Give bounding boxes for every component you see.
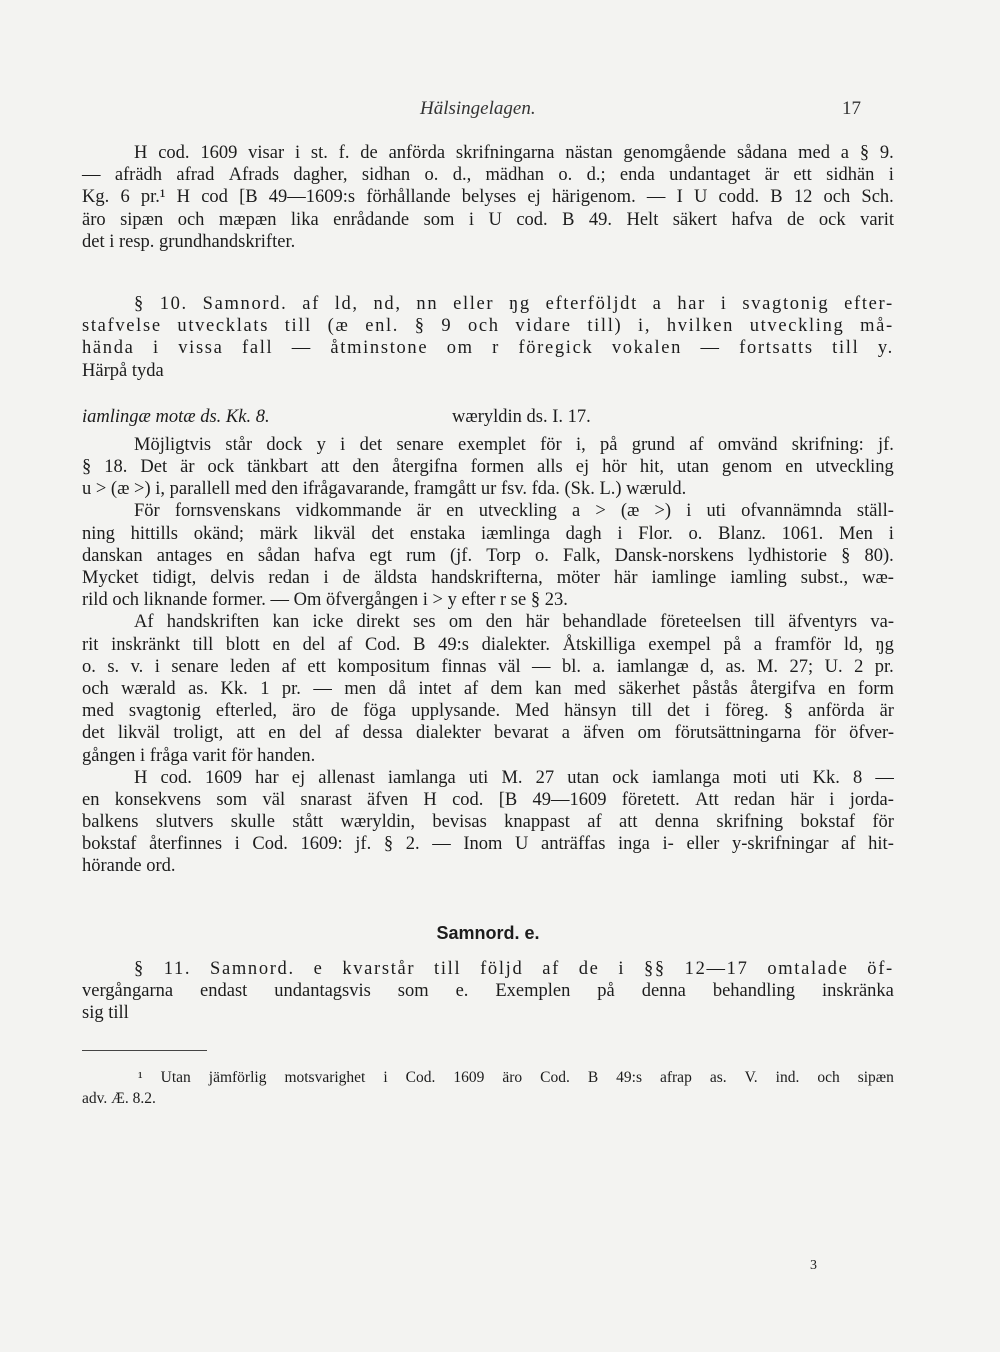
page-body bbox=[82, 142, 894, 1109]
text-line: det likväl troligt, att en del af dessa dialekter bevarat a äfven om förutsättningarna för öfver- bbox=[82, 723, 894, 744]
example-forms bbox=[82, 406, 894, 428]
text-line: H cod. 1609 visar i st. f. de anförda skrifningarna nästan genomgående sådana med a § 9. bbox=[134, 143, 894, 163]
text-line: med svagtonig efterled, äro de föga upplysande. Med hänsyn till det i föreg. § anförda är bbox=[82, 701, 894, 722]
example-right: wæryldin ds. I. 17. bbox=[452, 406, 591, 427]
text-line: H cod. 1609 har ej allenast iamlanga uti M. 27 utan ock iamlanga moti uti Kk. 8 — bbox=[134, 767, 894, 788]
example-left: iamlingæ motæ ds. Kk. 8. bbox=[82, 406, 270, 427]
text-line: hörande ord. bbox=[82, 856, 176, 877]
text-line: § 18. Det är ock tänkbart att den återgifna formen alls ej hör hit, utan genom en utveckling bbox=[82, 457, 894, 478]
text-line: gången i fråga varit för handen. bbox=[82, 745, 316, 766]
text-line: stafvelse utvecklats till (æ enl. § 9 och vidare till) i, hvilken utveckling må- bbox=[82, 316, 894, 337]
text-line: Möjligtvis står dock y i det senare exemplet för i, på grund af omvänd skrifning: jf. bbox=[134, 434, 894, 455]
text-line: o. s. v. i senare leden af ett kompositum finnas väl — bl. a. iamlangæ d, as. M. 27; U. 2 pr. bbox=[82, 656, 894, 677]
text-line: rit inskränkt till blott en del af Cod. B 49:s dialekter. Åtskilliga exempel på a framför ld, ŋg bbox=[82, 634, 894, 655]
footnote bbox=[82, 1067, 894, 1109]
page-number: 17 bbox=[842, 98, 861, 119]
text-line: bokstaf återfinnes i Cod. 1609: jf. § 2. — Inom U anträffas inga i- eller y-skrifningar af hit- bbox=[82, 834, 894, 855]
paragraph bbox=[82, 500, 894, 611]
text-line: u > (æ >) i, parallell med den ifrågavarande, framgått ur fsv. fda. (Sk. L.) wæruld. bbox=[82, 479, 687, 500]
running-title: Hälsingelagen. bbox=[420, 98, 536, 119]
text-line: Mycket tidigt, delvis redan i de äldsta handskrifterna, möter här iamlinge iamling subst., wæ- bbox=[82, 568, 894, 588]
heading-text: Samnord. e. bbox=[436, 922, 540, 943]
paragraph bbox=[82, 434, 894, 501]
text-line: äro sipæn och mæpæn lika enrådande som i U cod. B 49. Helt säkert hafva de ock varit bbox=[82, 209, 894, 230]
text-line: Af handskriften kan icke direkt ses om den här behandlade företeelsen till äfventyrs va- bbox=[134, 612, 894, 633]
footnote-rule bbox=[82, 1050, 207, 1051]
paragraph-section-11 bbox=[82, 958, 894, 1025]
text-line: rild och liknande former. — Om öfvergången i > y efter r se § 23. bbox=[82, 590, 568, 611]
text-line: — afrädh afrad Afrads dagher, sidhan o. d., mädhan o. d.; enda undantaget är ett sidhän i bbox=[82, 165, 894, 186]
text-line: och wærald as. Kk. 1 pr. — men då intet af dem kan med säkerhet påstås återgifva en form bbox=[82, 678, 894, 699]
footnote-line: adv. Æ. 8.2. bbox=[82, 1090, 156, 1108]
text-line: ning hittills okänd; märk likväl det enstaka iæmlinga dagh i Flor. o. Blanz. 1061. Men i bbox=[82, 523, 894, 544]
paragraph bbox=[82, 611, 894, 766]
text-line: balkens slutvers skulle stått wæryldin, bevisas knappast af att denna skrifning bokstaf för bbox=[82, 812, 894, 833]
text-line: vergångarna endast undantagsvis som e. Exemplen på denna behandling inskränka bbox=[82, 981, 894, 1001]
text-line: Härpå tyda bbox=[82, 360, 164, 381]
text-line: det i resp. grundhandskrifter. bbox=[82, 231, 296, 252]
text-line: Kg. 6 pr.¹ H cod [B 49—1609:s förhållande belyses ej härigenom. — I U codd. B 12 och Sch. bbox=[82, 187, 894, 208]
text-line: För fornsvenskans vidkommande är en utveckling a > (æ >) i uti ofvannämnda ställ- bbox=[134, 501, 894, 522]
section-heading bbox=[82, 922, 894, 944]
text-line: danskan antages en sådan hafva egt rum (jf. Torp o. Falk, Dansk-norskens lydhistorie § 80). bbox=[82, 545, 894, 566]
text-line: § 11. Samnord. e kvarstår till följd af de i §§ 12—17 omtalade öf- bbox=[134, 958, 894, 979]
paragraph bbox=[82, 767, 894, 878]
signature-mark: 3 bbox=[810, 1258, 817, 1273]
text-line: hända i vissa fall — åtminstone om r föregick vokalen — fortsatts till y. bbox=[82, 338, 894, 359]
paragraph bbox=[82, 142, 894, 253]
footnote-line: ¹ Utan jämförlig motsvarighet i Cod. 1609 äro Cod. B 49:s afrap as. V. ind. och sipæn bbox=[138, 1069, 894, 1087]
page-header bbox=[0, 98, 1000, 122]
text-line: sig till bbox=[82, 1003, 129, 1024]
paragraph-section-10 bbox=[82, 293, 894, 382]
text-line: en konsekvens som väl snarast äfven H cod. [B 49—1609 företett. Att redan här i jorda- bbox=[82, 789, 894, 810]
text-line: § 10. Samnord. af ld, nd, nn eller ŋg efterföljdt a har i svagtonig efter- bbox=[134, 293, 894, 314]
